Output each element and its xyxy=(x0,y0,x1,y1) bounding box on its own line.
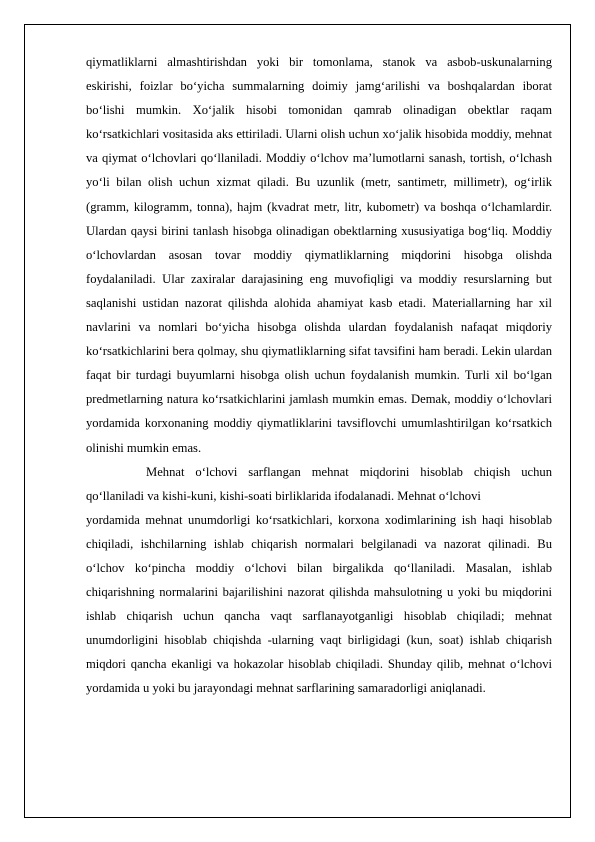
paragraph-material-measures: qiymatliklarni almashtirishdan yoki bir tomonlama, stanok va asbob-uskunalarning eskirishi, foizlar bo‘yicha summalarning doimiy jamg‘arilishi va boshqalardan iborat bo‘lishi mumkin. Xo‘jalik hisobi tomonidan qamrab olinadigan obektlar raqam ko‘rsatkichlari vositasida aks ettiriladi. Ularni olish uchun xo‘jalik hisobida moddiy, mehnat va qiymat o‘lchovlari qo‘llaniladi. Moddiy o‘lchov ma’lumotlarni sanash, tortish, o‘lchash yo‘li bilan olish uchun xizmat qiladi. Bu uzunlik (metr, santimetr, millimetr), og‘irlik (gramm, kilogramm, tonna), hajm (kvadrat metr, litr, kubometr) va boshqa o‘lchamlardir. Ulardan qaysi birini tanlash hisobga olinadigan obektlarning xususiyatiga bog‘liq. Moddiy o‘lchovlardan asosan tovar moddiy qiymatliklarning miqdorini hisobga olishda foydalaniladi. Ular zaxiralar darajasining eng muvofiqligi va moddiy resurslarning but saqlanishi ustidan nazorat qilishda alohida ahamiyat kasb etadi. Materiallarning har xil navlarini va nomlari bo‘yicha hisobga olishda ulardan foydalanish nafaqat miqdoriy ko‘rsatkichlarini bera qolmay, shu qiymatliklarning sifat tavsifini ham beradi. Lekin ulardan faqat bir turdagi buyumlarni hisobga olish uchun foydalanish mumkin. Turli xil bo‘lgan predmetlarning natura ko‘rsatkichlarini jamlash mumkin emas. Demak, moddiy o‘lchovlari yordamida korxonaning moddiy qiymatliklarini tavsiflovchi umumlashtirilgan ko‘rsatkich olinishi mumkin emas. xyxy=(86,55,552,455)
document-body xyxy=(86,50,552,701)
paragraph-labor-measure: yordamida mehnat unumdorligi ko‘rsatkichlari, korxona xodimlarining ish haqi hisoblab chiqiladi, ishchilarning ishlab chiqarish normalari belgilanadi va nazorat qilinadi. Bu o‘lchov ko‘pincha moddiy o‘lchovi bilan birgalikda qo‘llaniladi. Masalan, ishlab chiqarishning normalarini bajarilishini nazorat qilishda mahsulotning u yoki bu miqdorini ishlab chiqarish uchun qancha vaqt sarflanayotganligi hisoblab chiqiladi; mehnat unumdorligini hisoblab chiqishda -ularning vaqt birligidagi (kun, soat) ishlab chiqarish miqdori qancha ekanligi va hokazolar hisoblab chiqiladi. Shunday qilib, mehnat o‘lchovi yordamida u yoki bu jarayondagi mehnat sarflarining samaradorligi aniqlanadi. xyxy=(86,512,552,696)
paragraph-labor-measure-intro: Mehnat o‘lchovi sarflangan mehnat miqdorini hisoblab chiqish uchun qo‘llaniladi va kishi-kuni, kishi-soati birliklarida ifodalanadi. Mehnat o‘lchovi xyxy=(86,464,552,503)
